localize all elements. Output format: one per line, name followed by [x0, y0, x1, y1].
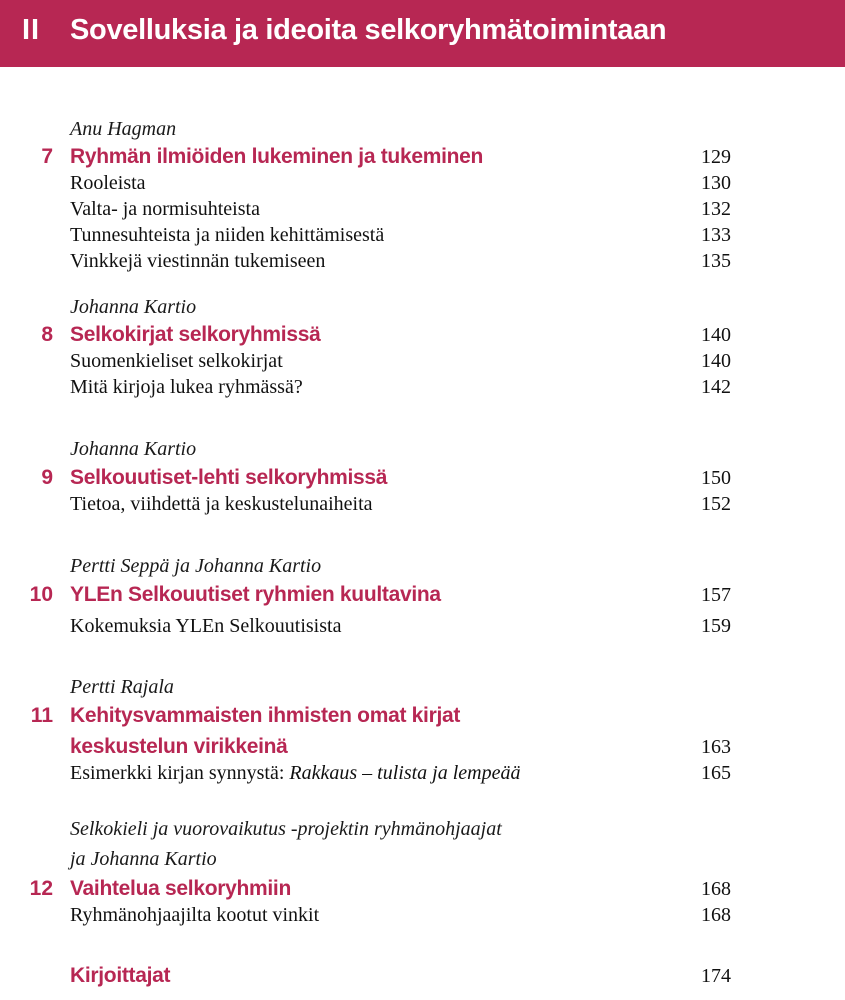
- chapter-number: 8: [41, 323, 53, 346]
- section-title[interactable]: Vinkkejä viestinnän tukemiseen: [70, 250, 326, 272]
- authors-page: 174: [701, 965, 731, 987]
- section-title[interactable]: [70, 762, 521, 785]
- chapter-number: 9: [41, 466, 53, 489]
- part-title: Sovelluksia ja ideoita selkoryhmätoimintaan: [70, 14, 667, 46]
- section-title[interactable]: Rooleista: [70, 172, 146, 194]
- chapter-page: 163: [701, 736, 731, 758]
- chapter-title[interactable]: YLEn Selkouutiset ryhmien kuultavina: [70, 583, 441, 606]
- section-title-book-name: Rakkaus – tulista ja lempeää: [289, 762, 521, 784]
- chapter-author-line-1: Selkokieli ja vuorovaikutus -projektin ryhmänohjaajat: [70, 818, 502, 840]
- chapter-number: 12: [29, 877, 53, 900]
- authors-title[interactable]: Kirjoittajat: [70, 964, 171, 987]
- chapter-author: Pertti Rajala: [70, 676, 174, 698]
- chapter-author: Pertti Seppä ja Johanna Kartio: [70, 555, 322, 577]
- chapter-author: Anu Hagman: [70, 118, 177, 140]
- chapter-title[interactable]: Vaihtelua selkoryhmiin: [70, 877, 291, 900]
- part-header-bar: [0, 0, 845, 67]
- section-page: 159: [701, 615, 731, 637]
- chapter-page: 129: [701, 146, 731, 168]
- chapter-page: 168: [701, 878, 731, 900]
- section-title[interactable]: Suomenkieliset selkokirjat: [70, 350, 283, 372]
- chapter-number: 7: [41, 145, 53, 168]
- chapter-page: 140: [701, 324, 731, 346]
- chapter-page: 157: [701, 584, 731, 606]
- chapter-author: Johanna Kartio: [70, 438, 197, 460]
- chapter-title[interactable]: Ryhmän ilmiöiden lukeminen ja tukeminen: [70, 145, 484, 168]
- chapter-author-line-2: ja Johanna Kartio: [70, 848, 217, 870]
- section-title[interactable]: Ryhmänohjaajilta kootut vinkit: [70, 904, 320, 926]
- section-title[interactable]: Tietoa, viihdettä ja keskustelunaiheita: [70, 493, 373, 515]
- section-title[interactable]: Tunnesuhteista ja niiden kehittämisestä: [70, 224, 385, 246]
- part-number: II: [22, 14, 41, 46]
- section-page: 130: [701, 172, 731, 194]
- section-page: 135: [701, 250, 731, 272]
- chapter-author: Johanna Kartio: [70, 296, 197, 318]
- section-page: 140: [701, 350, 731, 372]
- chapter-title-line-1[interactable]: Kehitysvammaisten ihmisten omat kirjat: [70, 704, 461, 727]
- section-title[interactable]: Valta- ja normisuhteista: [70, 198, 260, 220]
- section-page: 168: [701, 904, 731, 926]
- section-title[interactable]: Mitä kirjoja lukea ryhmässä?: [70, 376, 303, 398]
- chapter-number: 10: [29, 583, 53, 606]
- chapter-page: 150: [701, 467, 731, 489]
- section-page: 133: [701, 224, 731, 246]
- chapter-title-line-2[interactable]: keskustelun virikkeinä: [70, 735, 288, 758]
- chapter-title[interactable]: Selkouutiset-lehti selkoryhmissä: [70, 466, 388, 489]
- section-page: 132: [701, 198, 731, 220]
- section-page: 142: [701, 376, 731, 398]
- section-title[interactable]: Kokemuksia YLEn Selkouutisista: [70, 615, 342, 637]
- chapter-number: 11: [30, 704, 53, 727]
- section-title-prefix: Esimerkki kirjan synnystä:: [70, 762, 290, 784]
- section-page: 152: [701, 493, 731, 515]
- chapter-title[interactable]: Selkokirjat selkoryhmissä: [70, 323, 321, 346]
- section-page: 165: [701, 762, 731, 784]
